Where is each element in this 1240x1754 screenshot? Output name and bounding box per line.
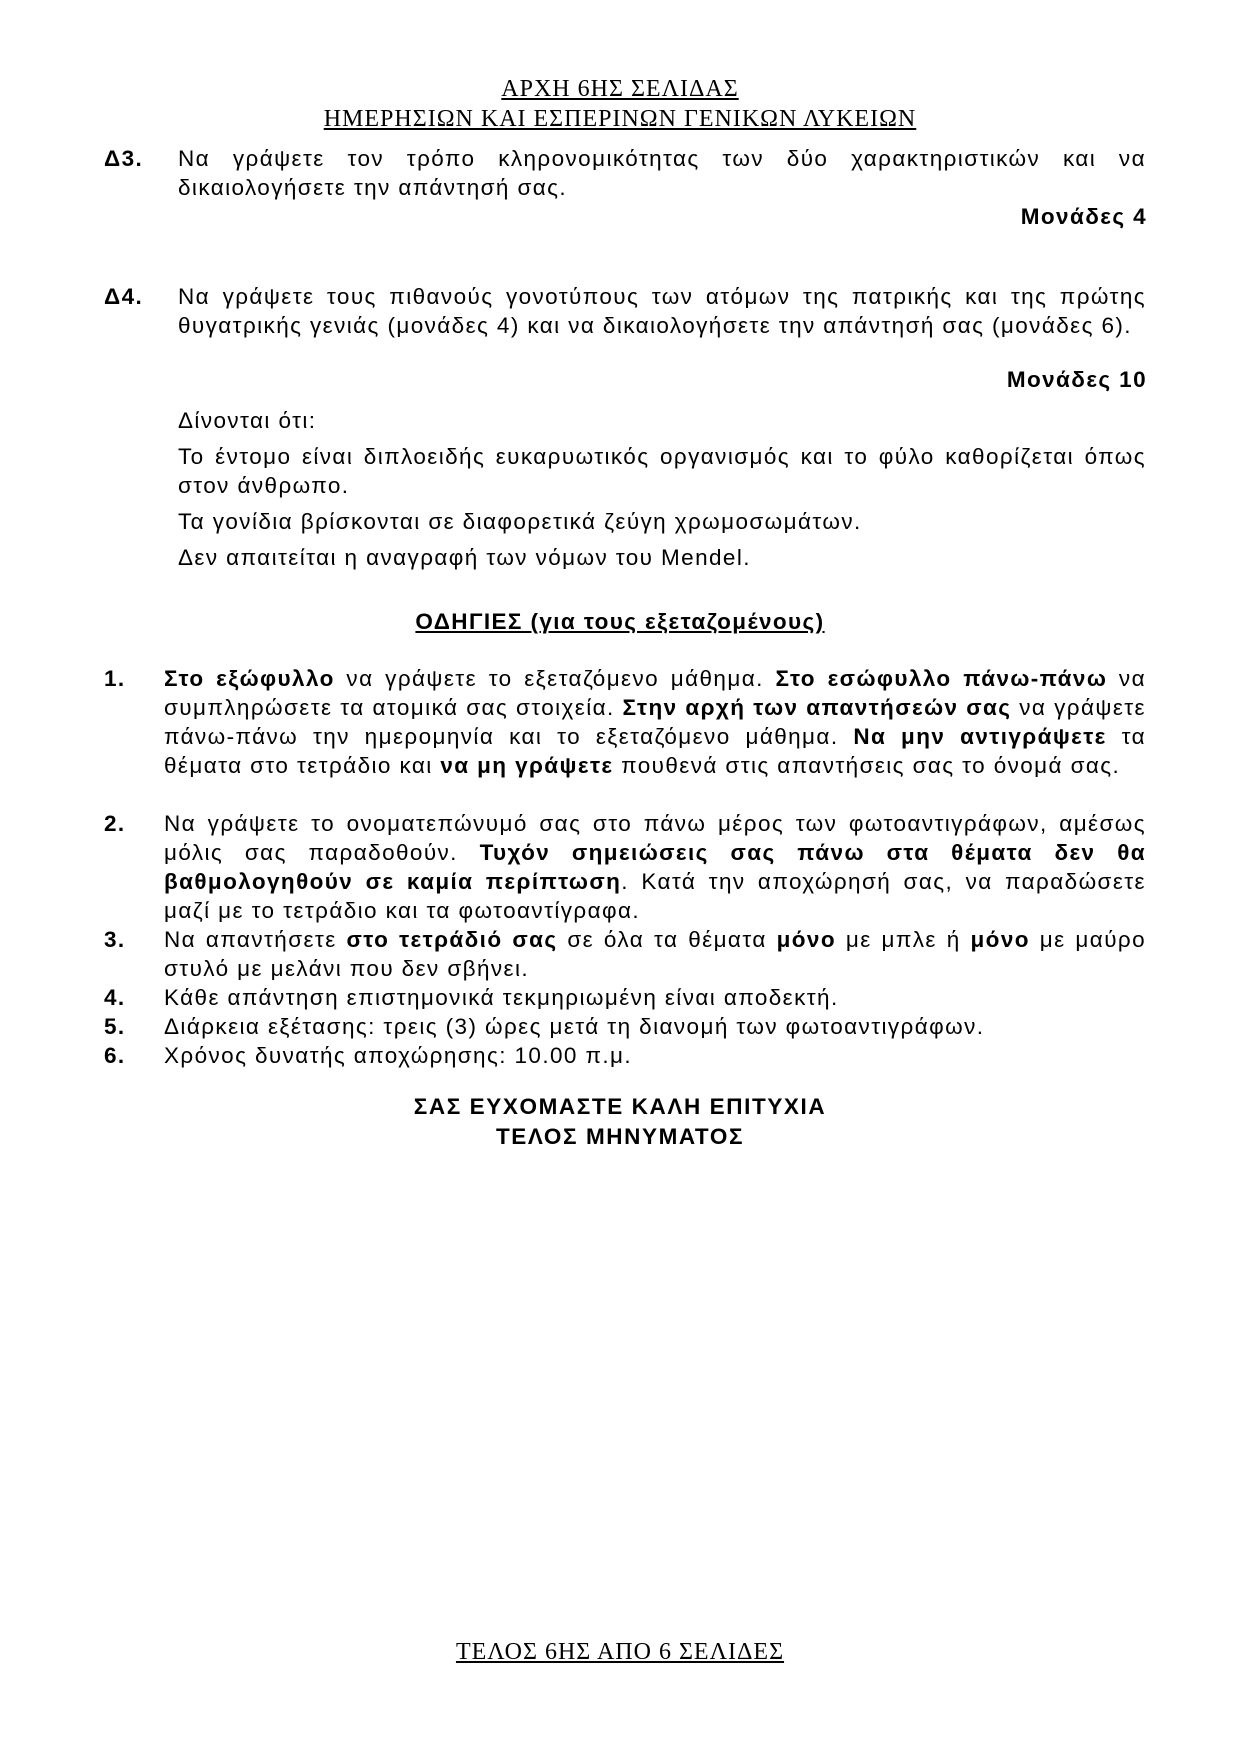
instruction-segment: με μαύρο στυλό με μελάνι που δεν σβήνει. (164, 927, 1147, 981)
question-d3-text: Να γράψετε τον τρόπο κληρονομικότητας των δύο χαρακτηριστικών και να δικαιολογήσετε την απάντησή σας. (178, 146, 1146, 200)
instruction-emphasis: Να μην αντιγράψετε (853, 724, 1107, 749)
instruction-segment: να συμπληρώσετε τα ατομικά σας στοιχεία. (164, 666, 1146, 720)
instruction-segment: σε όλα τα θέματα (557, 927, 777, 952)
instruction-segment: να γράψετε το εξεταζόμενο μάθημα. (334, 666, 776, 691)
instruction-number: 1. (104, 666, 126, 691)
instruction-text (164, 809, 1146, 925)
instruction-number: 3. (104, 927, 126, 952)
instruction-emphasis: μόνο (776, 927, 836, 952)
instruction-segment: να γράψετε πάνω-πάνω την ημερομηνία και το εξεταζόμενο μάθημα. (164, 695, 1146, 749)
instruction-segment: Κάθε απάντηση επιστημονικά τεκμηριωμένη είναι αποδεκτή. (164, 985, 839, 1010)
closing-message (0, 1092, 1240, 1152)
given-intro: Δίνονται ότι: (178, 408, 317, 433)
given-fact-3: Δεν απαιτείται η αναγραφή των νόμων του Mendel. (178, 545, 751, 570)
page-header (0, 74, 1240, 134)
instruction-segment: τα θέματα στο τετράδιο και (164, 724, 1146, 778)
instruction-number: 6. (104, 1043, 126, 1068)
closing-wish: ΣΑΣ ΕΥΧΟΜΑΣΤΕ ΚΑΛΗ ΕΠΙΤΥΧΙΑ (413, 1094, 827, 1119)
header-school-type: ΗΜΕΡΗΣΙΩΝ ΚΑΙ ΕΣΠΕΡΙΝΩΝ ΓΕΝΙΚΩΝ ΛΥΚΕΙΩΝ (323, 106, 917, 132)
instruction-text (164, 925, 1146, 983)
page-footer: ΤΕΛΟΣ 6ΗΣ ΑΠΟ 6 ΣΕΛΙΔΕΣ (455, 1639, 785, 1665)
instruction-number: 5. (104, 1014, 126, 1039)
instruction-segment: πουθενά στις απαντήσεις σας το όνομά σας. (613, 753, 1121, 778)
instruction-segment: Να γράψετε το ονοματεπώνυμό σας στο πάνω μέρος των φωτοαντιγράφων, αμέσως μόλις σας παραδοθούν. (164, 811, 1146, 865)
given-fact-2: Τα γονίδια βρίσκονται σε διαφορετικά ζεύγη χρωμοσωμάτων. (178, 509, 862, 534)
instruction-number: 2. (104, 811, 126, 836)
instruction-segment: . Κατά την αποχώρησή σας, να παραδώσετε μαζί με το τετράδιο και τα φωτοαντίγραφα. (164, 869, 1146, 923)
instruction-segment: με μπλε ή (835, 927, 971, 952)
instruction-text (164, 1012, 1146, 1041)
instructions-title: ΟΔΗΓΙΕΣ (για τους εξεταζομένους) (415, 609, 825, 634)
instruction-emphasis: στο τετράδιό σας (346, 927, 558, 952)
instruction-emphasis: να μη γράψετε (440, 753, 614, 778)
question-d4-points: Μονάδες 10 (1006, 367, 1147, 392)
closing-end-message: ΤΕΛΟΣ ΜΗΝΥΜΑΤΟΣ (495, 1124, 745, 1149)
instruction-emphasis: Τυχόν σημειώσεις σας πάνω στα θέματα δεν θα βαθμολογηθούν σε καμία περίπτωση (164, 840, 1146, 894)
given-fact-1: Το έντομο είναι διπλοειδής ευκαρυωτικός οργανισμός και το φύλο καθορίζεται όπως στον άνθρωπο. (178, 444, 1146, 498)
instruction-emphasis: Στο εσώφυλλο πάνω-πάνω (775, 666, 1108, 691)
instruction-emphasis: Στην αρχή των απαντήσεών σας (622, 695, 1012, 720)
question-d3-label: Δ3. (104, 146, 144, 171)
instruction-number: 4. (104, 985, 126, 1010)
instruction-text (164, 983, 1146, 1012)
question-d4-label: Δ4. (104, 284, 144, 309)
instruction-segment: Διάρκεια εξέτασης: τρεις (3) ώρες μετά τη διανομή των φωτοαντιγράφων. (164, 1014, 985, 1039)
instruction-text (164, 1041, 1146, 1070)
instruction-emphasis: Στο εξώφυλλο (164, 666, 335, 691)
question-d4-text: Να γράψετε τους πιθανούς γονοτύπους των ατόμων της πατρικής και της πρώτης θυγατρικής γενιάς (μονάδες 4) και να δικαιολογήσετε την απάντησή σας (μονάδες 6). (178, 284, 1146, 338)
instruction-emphasis: μόνο (970, 927, 1030, 952)
question-d3-points: Μονάδες 4 (1020, 204, 1147, 229)
instruction-segment: Να απαντήσετε (164, 927, 347, 952)
instruction-text (164, 664, 1146, 780)
instruction-segment: Χρόνος δυνατής αποχώρησης: 10.00 π.μ. (164, 1043, 633, 1068)
header-page-indicator: ΑΡΧΗ 6ΗΣ ΣΕΛΙΔΑΣ (501, 76, 739, 102)
